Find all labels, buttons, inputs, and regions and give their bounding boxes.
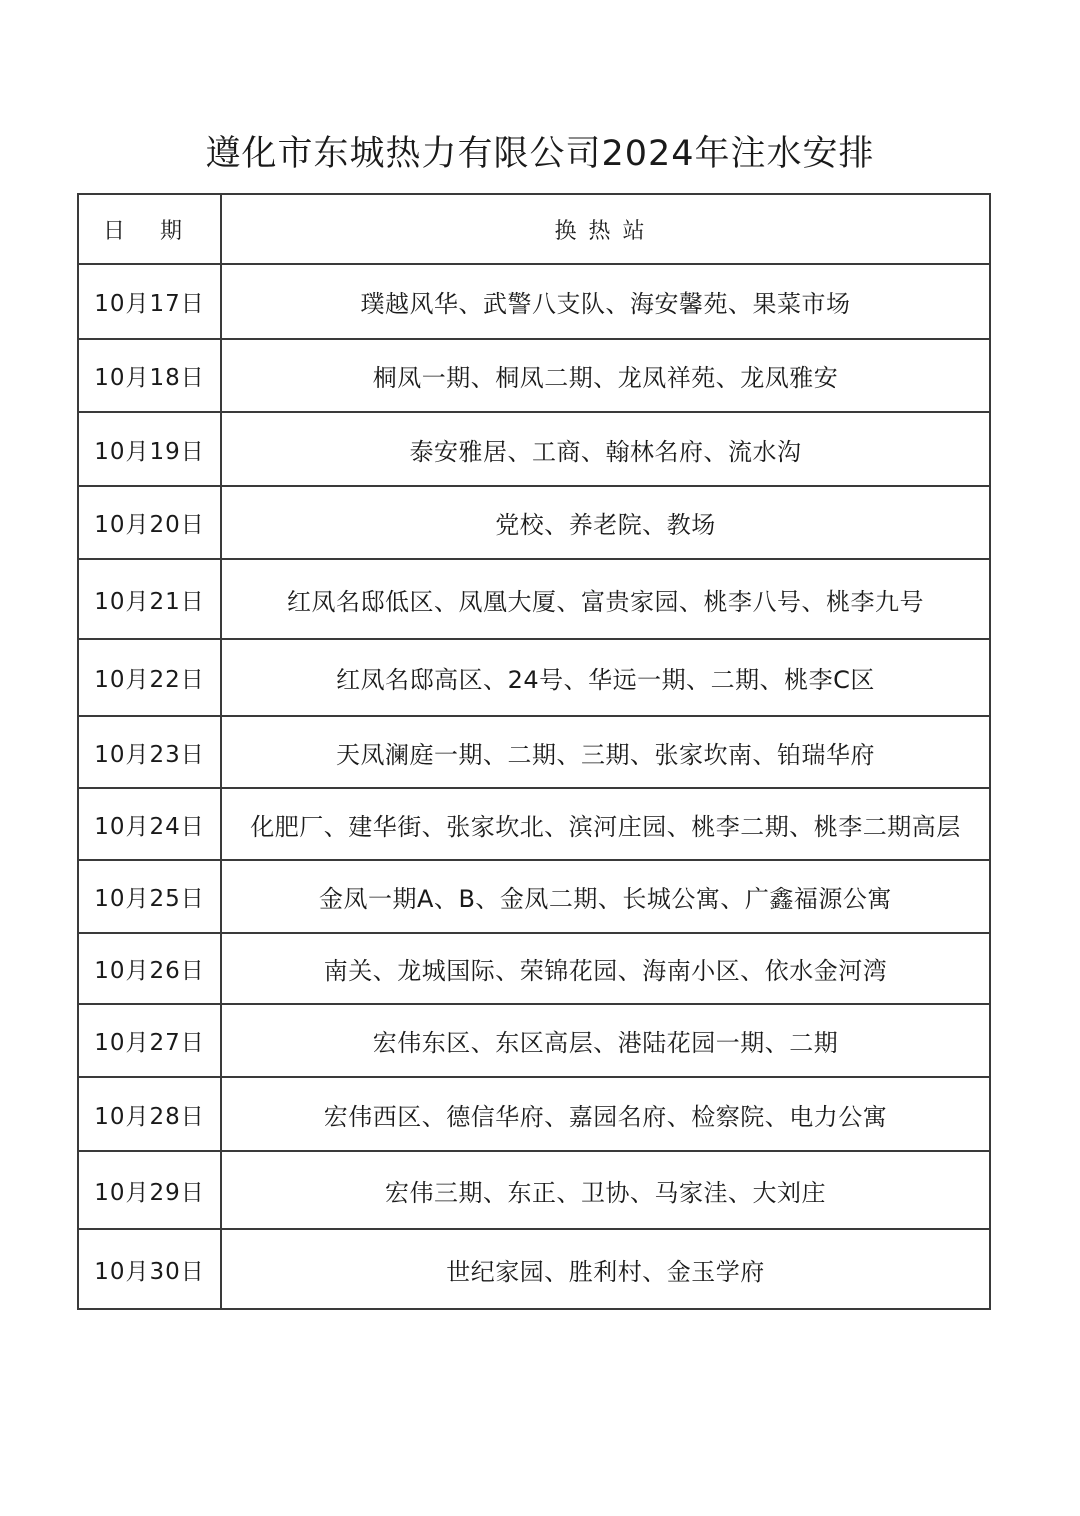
row-date-cell: 10月25日 xyxy=(78,860,221,933)
row-stations-cell: 宏伟三期、东正、卫协、马家洼、大刘庄 xyxy=(221,1151,990,1229)
table-row xyxy=(78,339,990,412)
table-row xyxy=(78,1077,990,1151)
row-date-cell: 10月20日 xyxy=(78,486,221,559)
row-stations-cell: 党校、养老院、教场 xyxy=(221,486,990,559)
row-date-cell: 10月21日 xyxy=(78,559,221,639)
column-header-stations: 换热站 xyxy=(221,194,990,264)
table-row xyxy=(78,933,990,1004)
table-row xyxy=(78,264,990,339)
table-row xyxy=(78,860,990,933)
row-date-cell: 10月24日 xyxy=(78,788,221,860)
row-stations-cell: 桐凤一期、桐凤二期、龙凤祥苑、龙凤雅安 xyxy=(221,339,990,412)
row-stations-cell: 南关、龙城国际、荣锦花园、海南小区、依水金河湾 xyxy=(221,933,990,1004)
row-stations-cell: 宏伟西区、德信华府、嘉园名府、检察院、电力公寓 xyxy=(221,1077,990,1151)
row-date-cell: 10月19日 xyxy=(78,412,221,486)
row-date-cell: 10月29日 xyxy=(78,1151,221,1229)
column-header-date: 日 期 xyxy=(78,194,221,264)
table-row xyxy=(78,716,990,788)
row-stations-cell: 化肥厂、建华街、张家坎北、滨河庄园、桃李二期、桃李二期高层 xyxy=(221,788,990,860)
table-row xyxy=(78,412,990,486)
table-row xyxy=(78,1229,990,1309)
row-stations-cell: 红凤名邸低区、凤凰大厦、富贵家园、桃李八号、桃李九号 xyxy=(221,559,990,639)
table-row xyxy=(78,1004,990,1077)
table-row xyxy=(78,639,990,716)
row-date-cell: 10月27日 xyxy=(78,1004,221,1077)
row-date-cell: 10月17日 xyxy=(78,264,221,339)
page-title: 遵化市东城热力有限公司2024年注水安排 xyxy=(205,134,875,174)
table-row xyxy=(78,559,990,639)
table-row xyxy=(78,788,990,860)
row-stations-cell: 泰安雅居、工商、翰林名府、流水沟 xyxy=(221,412,990,486)
row-date-cell: 10月22日 xyxy=(78,639,221,716)
row-date-cell: 10月18日 xyxy=(78,339,221,412)
row-date-cell: 10月30日 xyxy=(78,1229,221,1309)
row-stations-cell: 天凤澜庭一期、二期、三期、张家坎南、铂瑞华府 xyxy=(221,716,990,788)
row-stations-cell: 璞越风华、武警八支队、海安馨苑、果菜市场 xyxy=(221,264,990,339)
row-stations-cell: 金凤一期A、B、金凤二期、长城公寓、广鑫福源公寓 xyxy=(221,860,990,933)
row-stations-cell: 宏伟东区、东区高层、港陆花园一期、二期 xyxy=(221,1004,990,1077)
schedule-table xyxy=(77,193,991,1310)
table-row xyxy=(78,1151,990,1229)
row-date-cell: 10月28日 xyxy=(78,1077,221,1151)
row-stations-cell: 世纪家园、胜利村、金玉学府 xyxy=(221,1229,990,1309)
table-row xyxy=(78,486,990,559)
row-date-cell: 10月23日 xyxy=(78,716,221,788)
row-stations-cell: 红凤名邸高区、24号、华远一期、二期、桃李C区 xyxy=(221,639,990,716)
row-date-cell: 10月26日 xyxy=(78,933,221,1004)
table-header-row xyxy=(78,194,990,264)
